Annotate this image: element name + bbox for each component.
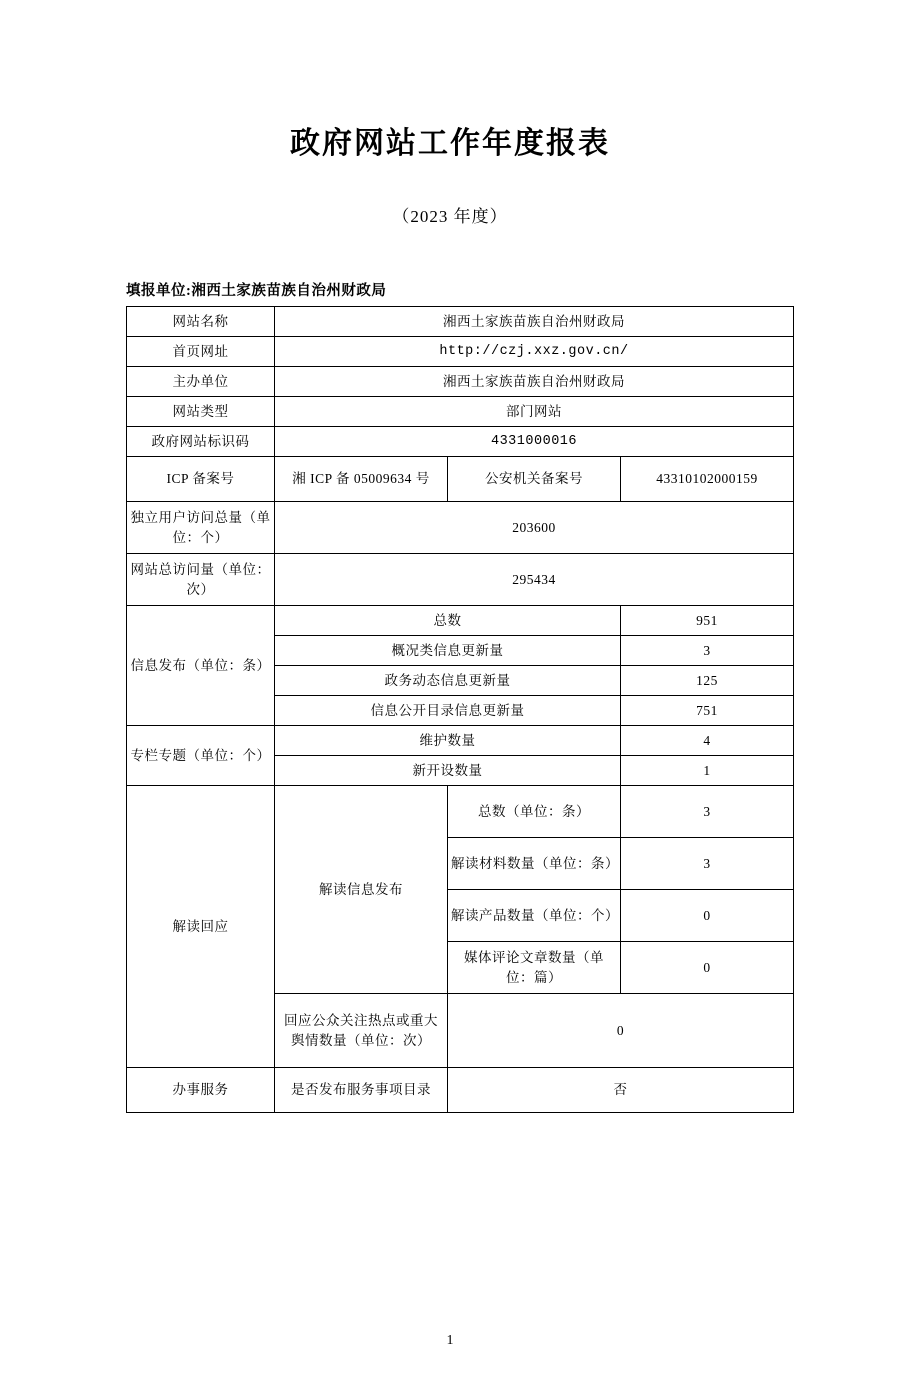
police-record-label: 公安机关备案号 (448, 457, 621, 502)
interpretation-item-value: 3 (621, 838, 794, 890)
info-publish-item-name: 政务动态信息更新量 (275, 666, 621, 696)
site-type-value: 部门网站 (275, 397, 794, 427)
interpretation-item-value: 0 (621, 890, 794, 942)
service-label: 办事服务 (127, 1068, 275, 1113)
gov-site-id-label: 政府网站标识码 (127, 427, 275, 457)
info-publish-item-value: 751 (621, 696, 794, 726)
table-row (127, 726, 794, 756)
interpretation-item-name: 解读产品数量（单位：个） (448, 890, 621, 942)
info-publish-item-name: 总数 (275, 606, 621, 636)
sponsor-value: 湘西土家族苗族自治州财政局 (275, 367, 794, 397)
icp-label: ICP 备案号 (127, 457, 275, 502)
info-publish-item-value: 3 (621, 636, 794, 666)
homepage-label: 首页网址 (127, 337, 275, 367)
icp-value: 湘 ICP 备 05009634 号 (275, 457, 448, 502)
interpretation-item-name: 总数（单位：条） (448, 786, 621, 838)
reporting-unit-line: 填报单位:湘西土家族苗族自治州财政局 (126, 283, 387, 299)
homepage-value: http://czj.xxz.gov.cn/ (275, 337, 794, 367)
table-row (127, 367, 794, 397)
page-number: 1 (446, 1333, 454, 1348)
table-row (127, 606, 794, 636)
page-title: 政府网站工作年度报表 (290, 127, 610, 160)
column-topic-label: 专栏专题（单位：个） (127, 726, 275, 786)
interpretation-item-name: 媒体评论文章数量（单位：篇） (448, 942, 621, 994)
page-subtitle: （2023 年度） (392, 207, 508, 226)
police-record-value: 43310102000159 (621, 457, 794, 502)
site-type-label: 网站类型 (127, 397, 275, 427)
info-publish-item-name: 信息公开目录信息更新量 (275, 696, 621, 726)
info-publish-label: 信息发布（单位：条） (127, 606, 275, 726)
sponsor-label: 主办单位 (127, 367, 275, 397)
table-row (127, 1068, 794, 1113)
table-row (127, 337, 794, 367)
table-row (127, 397, 794, 427)
table-row (127, 307, 794, 337)
info-publish-item-value: 125 (621, 666, 794, 696)
site-name-label: 网站名称 (127, 307, 275, 337)
table-row (127, 554, 794, 606)
document-page (0, 118, 900, 1391)
table-row (127, 427, 794, 457)
table-row (127, 502, 794, 554)
gov-site-id-value: 4331000016 (275, 427, 794, 457)
interpretation-item-value: 3 (621, 786, 794, 838)
column-topic-item-name: 维护数量 (275, 726, 621, 756)
hotspot-response-value: 0 (448, 994, 794, 1068)
unique-visitors-value: 203600 (275, 502, 794, 554)
table-row (127, 786, 794, 838)
service-item-value: 否 (448, 1068, 794, 1113)
total-visits-label: 网站总访问量（单位：次） (127, 554, 275, 606)
info-publish-item-name: 概况类信息更新量 (275, 636, 621, 666)
interpretation-response-label: 解读回应 (127, 786, 275, 1068)
hotspot-response-label: 回应公众关注热点或重大舆情数量（单位：次） (275, 994, 448, 1068)
unique-visitors-label: 独立用户访问总量（单位：个） (127, 502, 275, 554)
column-topic-item-name: 新开设数量 (275, 756, 621, 786)
interpretation-item-value: 0 (621, 942, 794, 994)
interpretation-item-name: 解读材料数量（单位：条） (448, 838, 621, 890)
column-topic-item-value: 4 (621, 726, 794, 756)
service-item-name: 是否发布服务事项目录 (275, 1068, 448, 1113)
column-topic-item-value: 1 (621, 756, 794, 786)
annual-report-table (126, 306, 794, 1113)
total-visits-value: 295434 (275, 554, 794, 606)
interpretation-publish-label: 解读信息发布 (275, 786, 448, 994)
site-name-value: 湘西土家族苗族自治州财政局 (275, 307, 794, 337)
info-publish-item-value: 951 (621, 606, 794, 636)
table-row (127, 457, 794, 502)
